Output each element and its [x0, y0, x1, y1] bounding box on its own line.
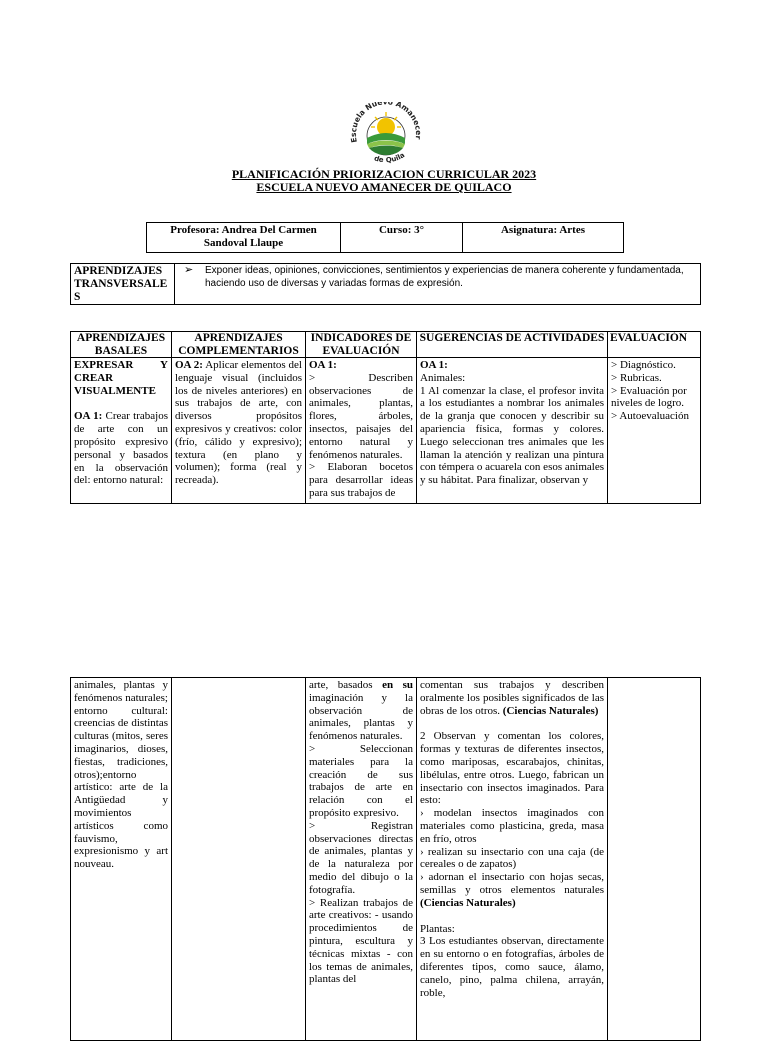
- act-text-cont-5-bold: (Ciencias Naturales): [420, 896, 516, 909]
- header-sugerencias: SUGERENCIAS DE ACTIVIDADES: [417, 332, 608, 358]
- info-table: [146, 222, 624, 253]
- cell-indicadores-cont: [306, 678, 417, 1041]
- basales-oa: OA 1:: [74, 410, 103, 423]
- arrow-bullet-icon: ➢: [184, 264, 194, 276]
- planning-table: [70, 331, 701, 504]
- basales-text-cont: animales, plantas y fenómenos naturales; entorno cultural: creencias de distintas culturas (mitos, seres imaginarios, dioses, fiestas, tradiciones, otros);entorno artístico: arte de la Antigüedad y movimientos artísticos como fauvismo, expresionismo y art nouveau.: [74, 679, 168, 871]
- transversal-text-cell: [175, 264, 701, 305]
- ind-text-cont-bold: en su: [382, 679, 414, 691]
- cell-indicadores: [306, 358, 417, 504]
- act-text-cont-5: › adornan el insectario con hojas secas, semillas y otros elementos naturales: [420, 871, 604, 896]
- act-text-cont-6: 3 Los estudiantes observan, directamente en su entorno o en fotografías, árboles de diferentes tipos, como sauce, álamo, canelo, pino, palma chilena, arrayán, roble,: [420, 935, 604, 999]
- act-oa: OA 1:: [420, 359, 448, 371]
- subject-cell: Asignatura: Artes: [463, 223, 624, 253]
- act-sub: Animales:: [420, 371, 466, 384]
- act-text-cont-3: › modelan insectos imaginados con materiales como plasticina, greda, masa en frío, otros: [420, 807, 604, 845]
- document-title: PLANIFICACIÓN PRIORIZACION CURRICULAR 2023: [231, 167, 537, 181]
- cell-evaluacion: [608, 358, 701, 504]
- header-complementarios: APRENDIZAJES COMPLEMENTARIOS: [172, 332, 306, 358]
- planning-table-continued: [70, 677, 701, 1041]
- comp-oa: OA 2:: [175, 359, 203, 371]
- act-text: 1 Al comenzar la clase, el profesor invita a los estudiantes a nombrar los animales de la granja que conocen y describir su apariencia física, formas y colores. Luego seleccionan tres animales que les llaman la atención y realizan una pintura con témpera o acuarela con esos animales y su hábitat. Para finalizar, observan y: [420, 384, 604, 487]
- ind-text-cont-2: > Seleccionan materiales para la creación de sus trabajos de arte en relación con el propósito expresivo.: [309, 742, 413, 819]
- basales-text: Crear trabajos de arte con un propósito expresivo personal y basados en la observación del: entorno natural:: [74, 410, 169, 487]
- logo-text-bottom: de Quila: [373, 151, 407, 165]
- cell-actividades-cont: [417, 678, 608, 1041]
- cell-complementarios-cont: [172, 678, 306, 1041]
- basales-title: EXPRESAR Y CREAR VISUALMENTE: [74, 359, 168, 397]
- ind-text-cont-a: arte, basados: [309, 679, 383, 691]
- header-basales: APRENDIZAJES BASALES: [71, 332, 172, 358]
- cell-complementarios: [172, 358, 306, 504]
- act-text-cont-1: comentan sus trabajos y describen oralmente los posibles significados de las obras de los otros.: [420, 679, 604, 717]
- act-sub-2: Plantas:: [420, 922, 455, 935]
- cell-evaluacion-cont: [608, 678, 701, 1041]
- ind-text-cont-3: > Registran observaciones directas de animales, plantas y de la naturaleza por medio del dibujo o la fotografía.: [309, 819, 413, 896]
- transversal-label: APRENDIZAJES TRANSVERSALE S: [71, 264, 175, 305]
- ind-text-cont-b: imaginación y la observación de animales, plantas y fenómenos naturales.: [309, 691, 413, 743]
- act-text-cont-1-bold: (Ciencias Naturales): [502, 704, 599, 717]
- school-name: ESCUELA NUEVO AMANECER DE QUILACO: [256, 180, 512, 194]
- eval-item: > Autoevaluación: [611, 410, 689, 423]
- ind-text-1: > Describen observaciones de animales, plantas, flores, árboles, insectos, paisajes del entorno natural y fenómenos naturales.: [309, 371, 413, 461]
- header-indicadores: INDICADORES DE EVALUACIÓN: [306, 332, 417, 358]
- act-text-cont-4: › realizan su insectario con una caja (de cereales o de zapatos): [420, 845, 604, 871]
- ind-oa: OA 1:: [309, 359, 337, 371]
- ind-text-2: > Elaboran bocetos para desarrollar ideas para sus trabajos de: [309, 461, 413, 499]
- teacher-cell: Profesora: Andrea Del Carmen Sandoval Llaupe: [147, 223, 341, 253]
- transversal-text: Exponer ideas, opiniones, convicciones, sentimientos y experiencias de manera coherente y fundamentada, haciendo uso de diversas y variadas formas de expresión.: [205, 265, 684, 289]
- transversal-table: [70, 263, 701, 305]
- comp-text: Aplicar elementos del lenguaje visual (incluidos los de niveles anteriores) en sus trabajos de arte, con diversos propósitos expresivos y creativos: color (frío, cálido y expresivo); textura (en plano y volumen); forma (real y recreada).: [175, 359, 302, 487]
- school-logo: [349, 102, 423, 170]
- logo-text-top: Escuela Nue o Amanecer: [349, 102, 423, 144]
- cell-actividades: [417, 358, 608, 504]
- ind-text-cont-4: > Realizan trabajos de arte creativos: - usando procedimientos de pintura, escultura y técnicas mixtas - con los temas de animales, plantas del: [309, 896, 413, 986]
- header-evaluacion: EVALUACIÓN: [608, 332, 701, 358]
- cell-basales-cont: [71, 678, 172, 1041]
- eval-item: > Evaluación por niveles de logro.: [611, 384, 687, 410]
- eval-item: > Rubricas.: [611, 371, 662, 384]
- cell-basales: [71, 358, 172, 504]
- eval-item: > Diagnóstico.: [611, 359, 676, 371]
- act-text-cont-2: 2 Observan y comentan los colores, formas y texturas de diferentes insectos, como mariposas, escarabajos, chinitas, libélulas, entre otros. Luego, fabrican un insectario con insectos imaginados. Para esto:: [420, 730, 604, 807]
- course-cell: Curso: 3°: [341, 223, 463, 253]
